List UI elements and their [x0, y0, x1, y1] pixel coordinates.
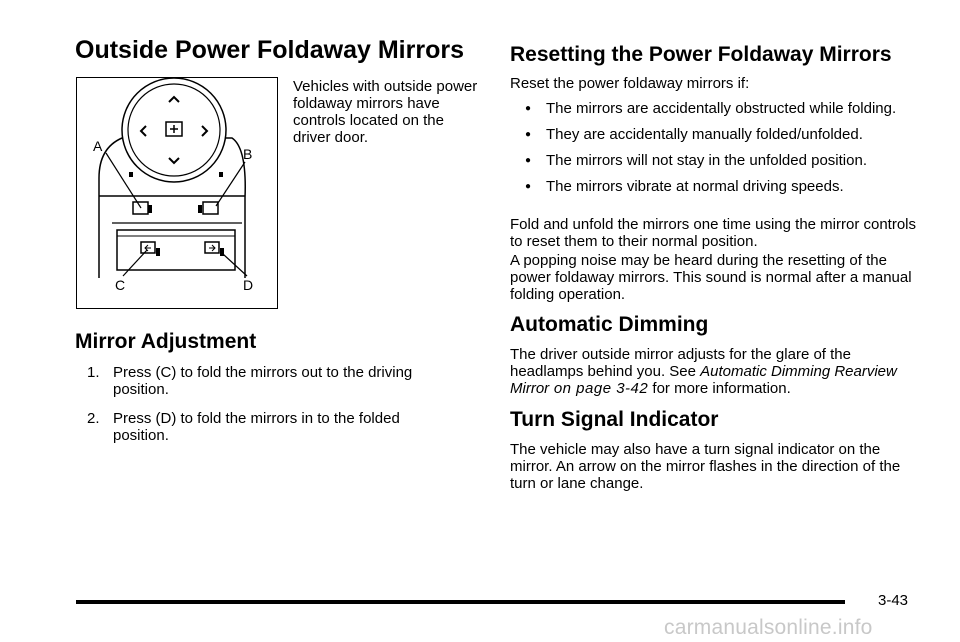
list-item — [510, 100, 920, 117]
reset-conditions-list — [510, 100, 920, 204]
dimming-page-reference[interactable]: on page 3-42 — [549, 380, 649, 397]
list-item — [510, 126, 920, 143]
label-d: D — [243, 277, 254, 293]
step-item — [87, 364, 447, 398]
reset-intro: Reset the power foldaway mirrors if: — [510, 75, 750, 92]
automatic-dimming-heading: Automatic Dimming — [510, 313, 709, 336]
bullet-icon: ● — [524, 155, 532, 166]
reset-paragraph-2: A popping noise may be heard during the resetting of the power foldaway mirrors. This sound is normal after a manual folding operation. — [510, 252, 912, 303]
list-item-text: The mirrors vibrate at normal driving speeds. — [546, 178, 844, 195]
page-number: 3-43 — [878, 592, 909, 609]
dimming-text-end: for more information. — [648, 380, 791, 397]
step-number: 1. — [87, 364, 100, 381]
automatic-dimming-text — [510, 346, 920, 397]
bullet-icon: ● — [524, 103, 532, 114]
mirror-adjustment-heading: Mirror Adjustment — [75, 330, 257, 353]
list-item-text: They are accidentally manually folded/unfolded. — [546, 126, 863, 143]
turn-signal-heading: Turn Signal Indicator — [510, 408, 719, 431]
step-item — [87, 410, 447, 444]
list-item-text: The mirrors are accidentally obstructed while folding. — [546, 100, 897, 117]
step-number: 2. — [87, 410, 100, 427]
watermark: carmanualsonline.info — [664, 616, 873, 639]
label-a: A — [93, 138, 103, 154]
bullet-icon: ● — [524, 129, 532, 140]
dimming-text-start: The driver outside mirror adjusts for the glare of the headlamps behind you. See — [510, 346, 851, 380]
mirror-controls-drawing — [77, 78, 277, 308]
footer-rule — [76, 600, 845, 604]
adjustment-steps — [87, 364, 447, 456]
step-text: Press (D) to fold the mirrors in to the folded position. — [113, 410, 400, 444]
reset-paragraph-1: Fold and unfold the mirrors one time using the mirror controls to reset them to their normal position. — [510, 216, 917, 250]
section-title: Outside Power Foldaway Mirrors — [75, 36, 464, 64]
list-item-text: The mirrors will not stay in the unfolded position. — [546, 152, 867, 169]
label-c: C — [115, 277, 126, 293]
step-text: Press (C) to fold the mirrors out to the driving position. — [113, 364, 413, 398]
bullet-icon: ● — [524, 181, 532, 192]
turn-signal-text: The vehicle may also have a turn signal indicator on the mirror. An arrow on the mirror flashes in the direction of the turn or lane change. — [510, 441, 901, 492]
dimming-cross-reference[interactable]: Automatic Dimming Rearview Mirror — [510, 363, 897, 397]
figure-caption: Vehicles with outside power foldaway mirrors have controls located on the driver door. — [293, 78, 478, 146]
mirror-controls-illustration — [76, 77, 278, 309]
resetting-heading: Resetting the Power Foldaway Mirrors — [510, 43, 892, 66]
label-b: B — [243, 146, 253, 162]
list-item — [510, 152, 920, 169]
list-item — [510, 178, 920, 195]
